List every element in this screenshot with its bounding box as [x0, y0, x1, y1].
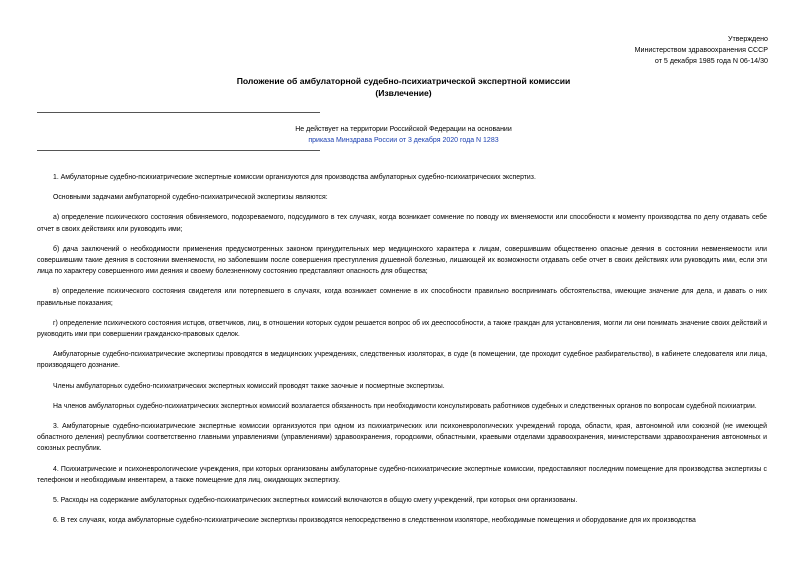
- approval-line: Министерством здравоохранения СССР: [634, 46, 768, 54]
- paragraph: Амбулаторные судебно-психиатрические экспертизы проводятся в медицинских учреждениях, следственных изоляторах, в суде (в помещении, где проходит судебное разбирательство), в кабинете следователя или лица, производящего дознание.: [37, 351, 767, 370]
- notice-text: Не действует на территории Российской Федерации на основании: [295, 126, 512, 133]
- document-body: [37, 172, 767, 526]
- paragraph: 4. Психиатрические и психоневрологические учреждения, при которых организованы амбулаторные судебно-психиатрические экспертные комиссии, предоставляют последним помещение для производства экспертизы с телефоном и необходимым инвентарем, а также помещение для лиц, ожидающих экспертизу.: [37, 465, 767, 484]
- status-notice: [140, 124, 667, 146]
- paragraph: а) определение психического состояния обвиняемого, подозреваемого, подсудимого в тех случаях, когда возникает сомнение по поводу их вменяемости или способности к моменту производства по делу отдавать себе отчет в своих действиях или руководить ими;: [37, 214, 767, 233]
- title-main: Положение об амбулаторной судебно-психиатрической экспертной комиссии: [236, 76, 571, 86]
- paragraph: Члены амбулаторных судебно-психиатрических экспертных комиссий проводят также заочные и посмертные экспертизы.: [53, 382, 445, 390]
- paragraph: 6. В тех случаях, когда амбулаторные судебно-психиатрические экспертизы производятся непосредственно в следственном изоляторе, необходимые помещения и оборудование для их производства: [53, 517, 696, 525]
- approval-line: Утверждено: [727, 35, 768, 43]
- paragraph: в) определение психического состояния свидетеля или потерпевшего в случаях, когда возникает сомнение в их способности правильно воспринимать обстоятельства, имеющие значение для дела, и давать о них правильные показания;: [37, 288, 767, 307]
- document-title: [120, 76, 687, 99]
- paragraph: 3. Амбулаторные судебно-психиатрические экспертные комиссии организуются при одном из психиатрических или психоневрологических учреждений города, области, края, автономной или союзной (не имеющей областного деления) республики соответственно главными управлениями (управлениями) здравоохранения, городскими, областными, краевыми отделами здравоохранения, министерствами здравоохранения автономных и союзных республик.: [37, 423, 767, 453]
- paragraph: Основными задачами амбулаторной судебно-психиатрической экспертизы являются:: [53, 194, 328, 202]
- paragraph: 1. Амбулаторные судебно-психиатрические экспертные комиссии организуются для производства амбулаторных судебно-психиатрических экспертиз.: [53, 174, 536, 181]
- title-sub: (Извлечение): [375, 87, 432, 98]
- paragraph: б) дача заключений о необходимости применения предусмотренных законом принудительных мер медицинского характера к лицам, совершившим общественно опасные деяния в состоянии невменяемости или совершившим такие деяния в состоянии вменяемости, но заболевшим после совершения преступления душевной болезнью, лишающей их возможности отдавать себе отчет в своих действиях или руководить ими, если эти лица по характеру совершенного ими деяния и своему болезненному состоянию представляют опасность для общества;: [37, 245, 767, 276]
- notice-link[interactable]: приказа Минздрава России от 3 декабря 2020 года N 1283: [308, 137, 499, 144]
- divider-bottom: [37, 150, 320, 151]
- paragraph: На членов амбулаторных судебно-психиатрических экспертных комиссий возлагается обязанность при необходимости консультировать работников судебных и следственных органов по вопросам судебной психиатрии.: [53, 402, 757, 410]
- approval-line: от 5 декабря 1985 года N 06-14/30: [654, 57, 768, 65]
- paragraph: 5. Расходы на содержание амбулаторных судебно-психиатрических экспертных комиссий включаются в общую смету учреждений, при которых они организованы.: [53, 497, 578, 505]
- approval-block: [468, 34, 768, 67]
- divider-top: [37, 112, 320, 113]
- paragraph: г) определение психического состояния истцов, ответчиков, лиц, в отношении которых судом решается вопрос об их дееспособности, а также граждан для установления, могли ли они понимать значение своих действий и руководить ими при совершении гражданско-правовых сделок.: [37, 319, 767, 339]
